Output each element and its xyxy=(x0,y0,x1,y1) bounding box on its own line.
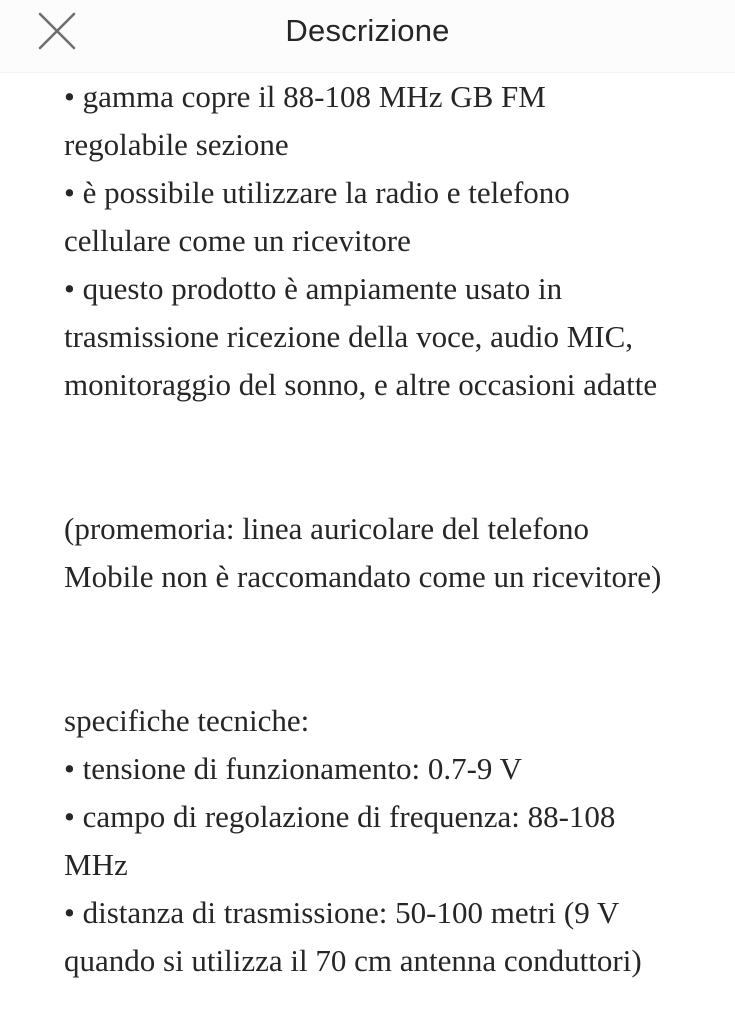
text-line: cellulare come un ricevitore xyxy=(64,223,411,258)
text-line: • è possibile utilizzare la radio e telefono xyxy=(64,175,570,210)
blank-line xyxy=(64,649,707,697)
text-line: • gamma copre il 88-108 MHz GB FM xyxy=(64,79,546,114)
modal-header xyxy=(0,0,735,73)
blank-line xyxy=(64,601,707,649)
text-line: trasmissione ricezione della voce, audio MIC, xyxy=(64,319,634,354)
text-line: quando si utilizza il 70 cm antenna conduttori) xyxy=(64,943,642,978)
text-line: • campo di regolazione di frequenza: 88-108 xyxy=(64,799,616,834)
description-text xyxy=(0,73,735,985)
blank-line xyxy=(64,409,707,457)
blank-line xyxy=(64,457,707,505)
text-line: (promemoria: linea auricolare del telefono xyxy=(64,511,590,546)
text-line: • distanza di trasmissione: 50-100 metri (9 V xyxy=(64,895,620,930)
text-line: Mobile non è raccomandato come un ricevitore) xyxy=(64,559,662,594)
text-line: • questo prodotto è ampiamente usato in xyxy=(64,271,563,306)
text-line: • tensione di funzionamento: 0.7-9 V xyxy=(64,751,522,786)
text-line: regolabile sezione xyxy=(64,127,289,162)
text-line: MHz xyxy=(64,847,128,882)
text-line: monitoraggio del sonno, e altre occasioni adatte xyxy=(64,367,658,402)
page-title: Descrizione xyxy=(285,13,450,48)
text-line: specifiche tecniche: xyxy=(64,703,310,738)
